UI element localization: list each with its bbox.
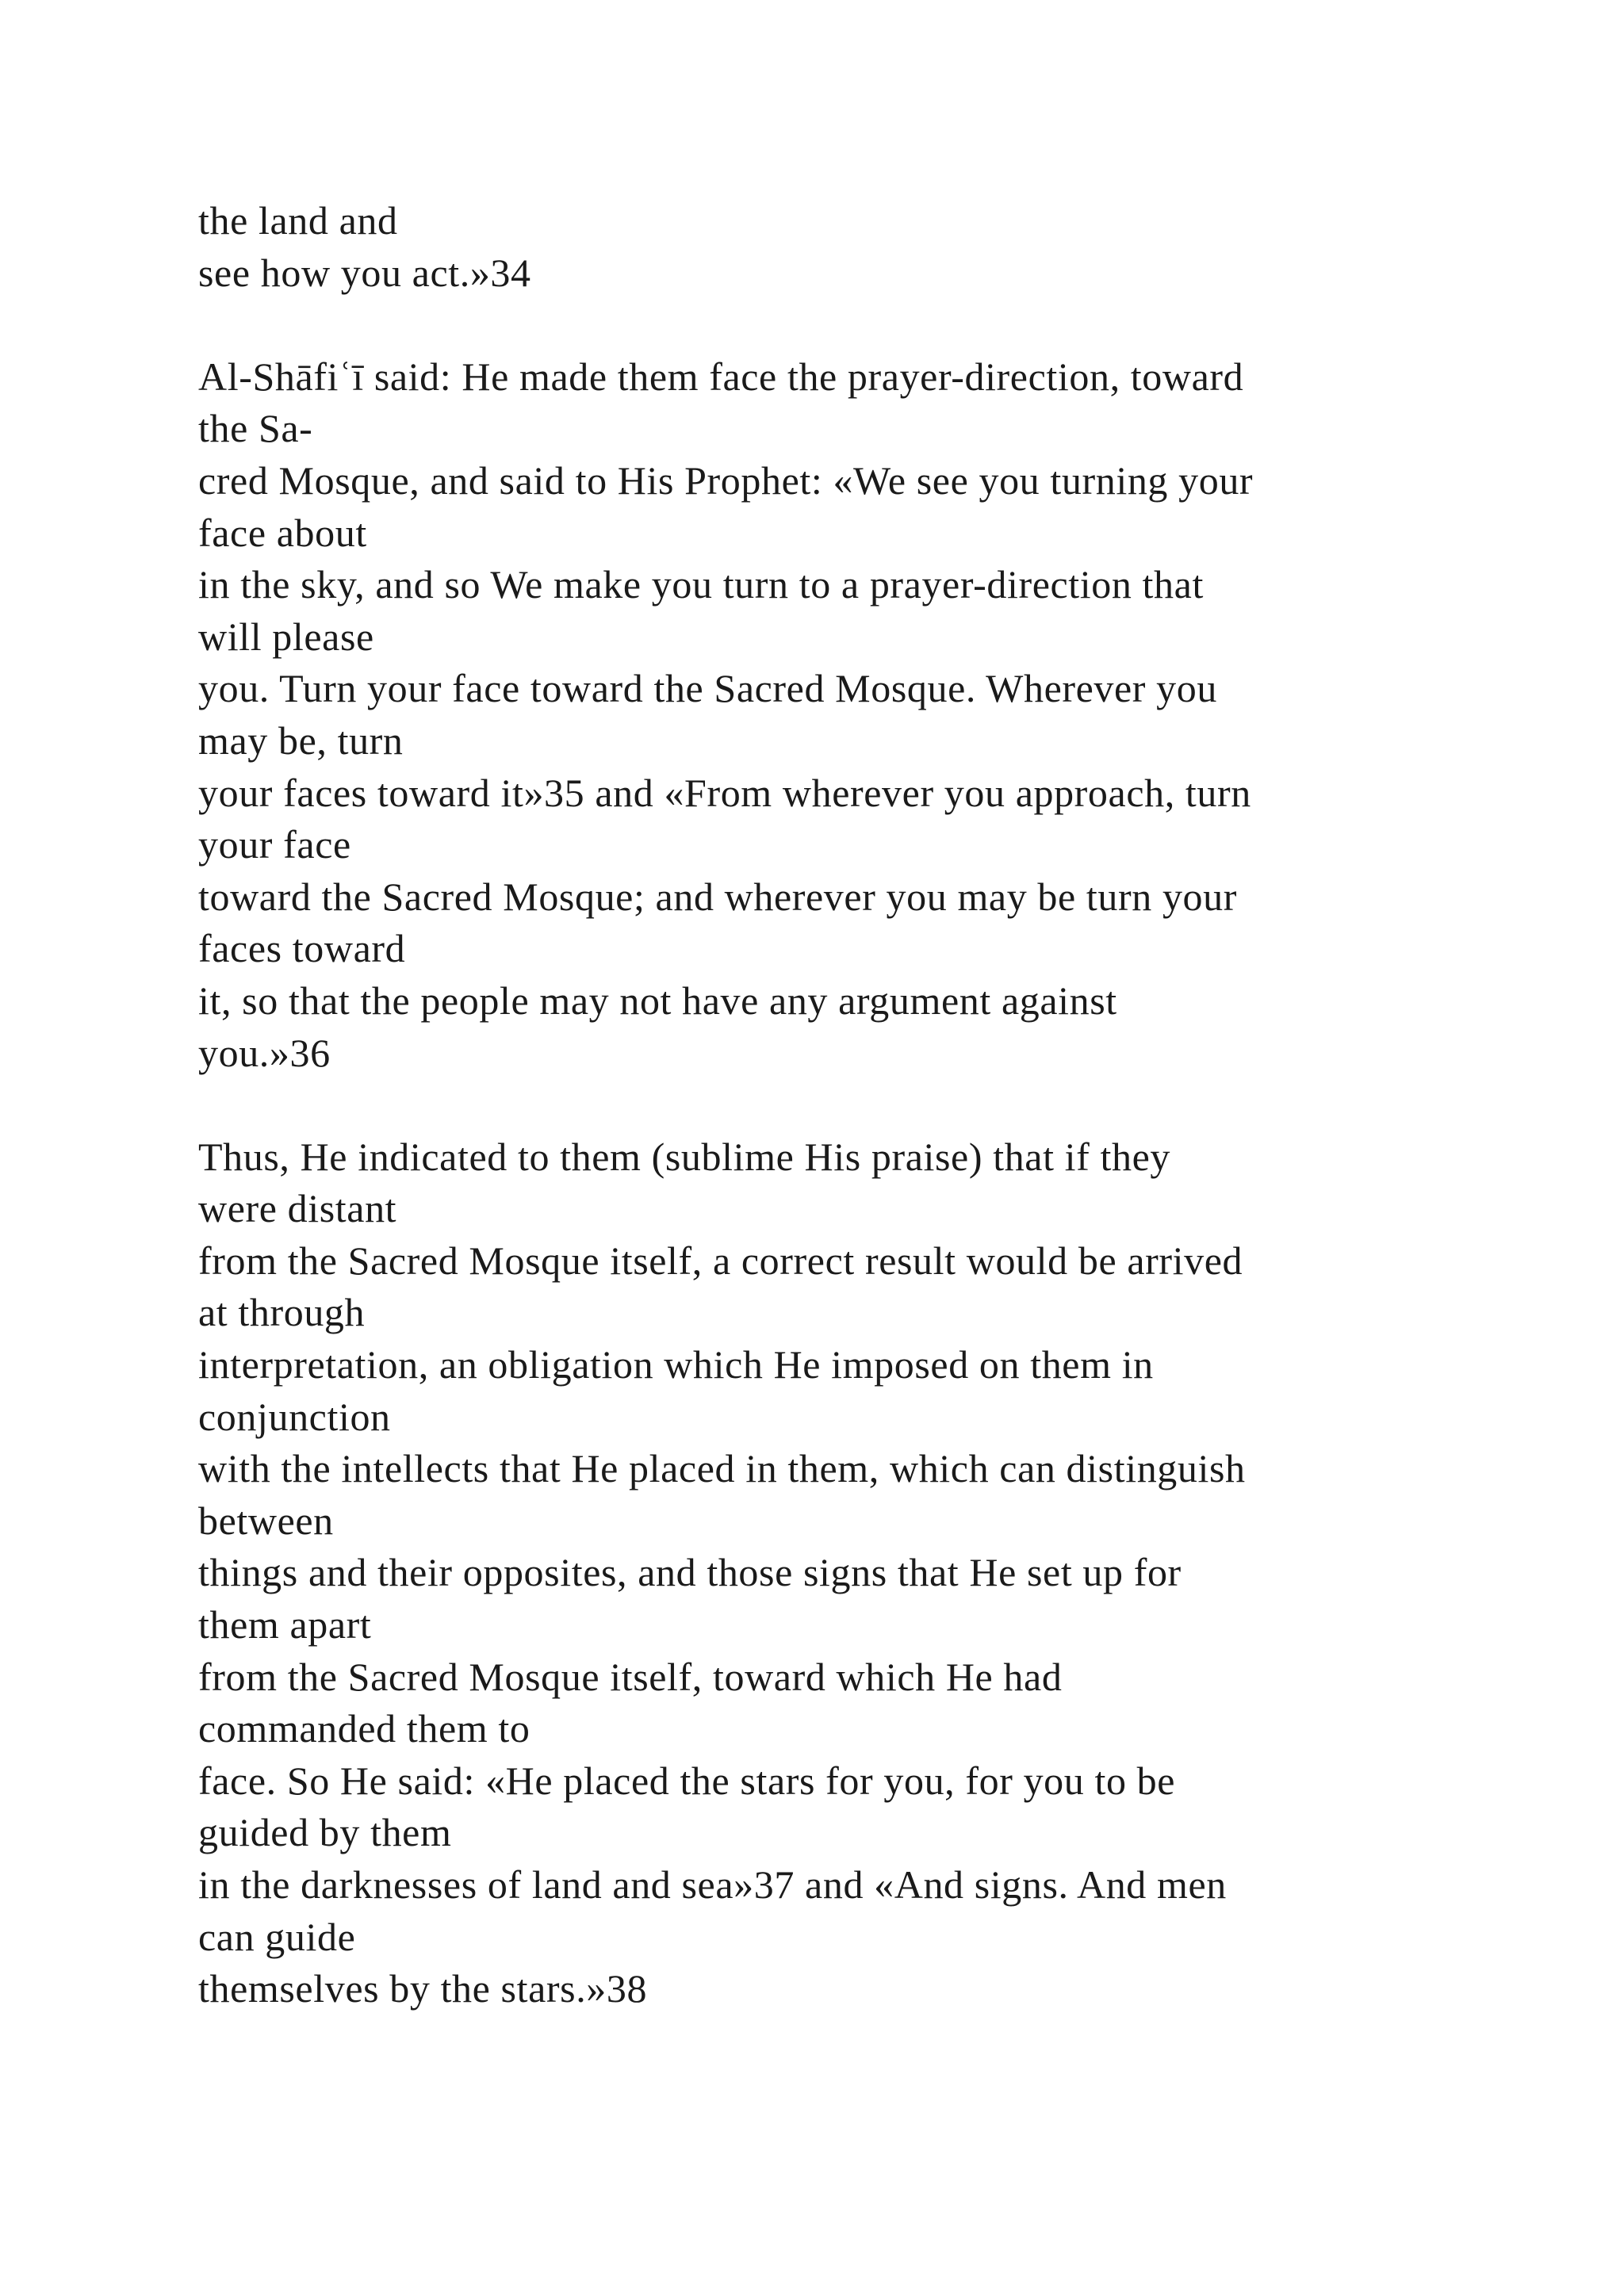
text-line: faces toward — [198, 926, 406, 971]
text-line: will please — [198, 614, 374, 659]
text-line: may be, turn — [198, 718, 404, 763]
paragraph-gap — [198, 1079, 1546, 1131]
paragraph — [198, 195, 1546, 299]
text-line: the Sa- — [198, 406, 313, 451]
text-line: your face — [198, 822, 351, 867]
text-line: with the intellects that He placed in them, which can distinguish — [198, 1446, 1246, 1491]
document-body — [198, 195, 1546, 2015]
text-line: face about — [198, 510, 367, 555]
text-line: you.»36 — [198, 1030, 331, 1075]
text-line: guided by them — [198, 1810, 452, 1855]
text-line: your faces toward it»35 and «From wherever you approach, turn — [198, 770, 1251, 815]
text-line: the land and — [198, 198, 398, 243]
text-line: cred Mosque, and said to His Prophet: «We see you turning your — [198, 457, 1254, 503]
text-line: at through — [198, 1290, 366, 1335]
text-line: in the darknesses of land and sea»37 and «And signs. And men — [198, 1862, 1227, 1907]
text-line: can guide — [198, 1914, 356, 1959]
text-line: them apart — [198, 1602, 372, 1647]
text-line: were distant — [198, 1186, 397, 1231]
text-line: toward the Sacred Mosque; and wherever you may be turn your — [198, 874, 1238, 919]
text-line: between — [198, 1498, 334, 1543]
text-line: you. Turn your face toward the Sacred Mosque. Wherever you — [198, 666, 1217, 711]
text-line: interpretation, an obligation which He imposed on them in — [198, 1342, 1154, 1387]
text-line: conjunction — [198, 1394, 391, 1439]
paragraph-gap — [198, 299, 1546, 351]
text-line: face. So He said: «He placed the stars for you, for you to be — [198, 1758, 1176, 1803]
text-line: Al-Shāfiʿī said: He made them face the prayer-direction, toward — [198, 354, 1244, 399]
text-line: from the Sacred Mosque itself, a correct result would be arrived — [198, 1238, 1243, 1283]
paragraph — [198, 1131, 1546, 2015]
text-line: themselves by the stars.»38 — [198, 1966, 648, 2011]
text-line: commanded them to — [198, 1706, 530, 1751]
paragraph — [198, 351, 1546, 1079]
text-line: from the Sacred Mosque itself, toward which He had — [198, 1654, 1063, 1699]
text-line: it, so that the people may not have any argument against — [198, 978, 1117, 1023]
text-line: things and their opposites, and those signs that He set up for — [198, 1550, 1182, 1595]
text-line: in the sky, and so We make you turn to a prayer-direction that — [198, 562, 1204, 607]
text-line: Thus, He indicated to them (sublime His praise) that if they — [198, 1134, 1170, 1179]
text-line: see how you act.»34 — [198, 250, 531, 295]
